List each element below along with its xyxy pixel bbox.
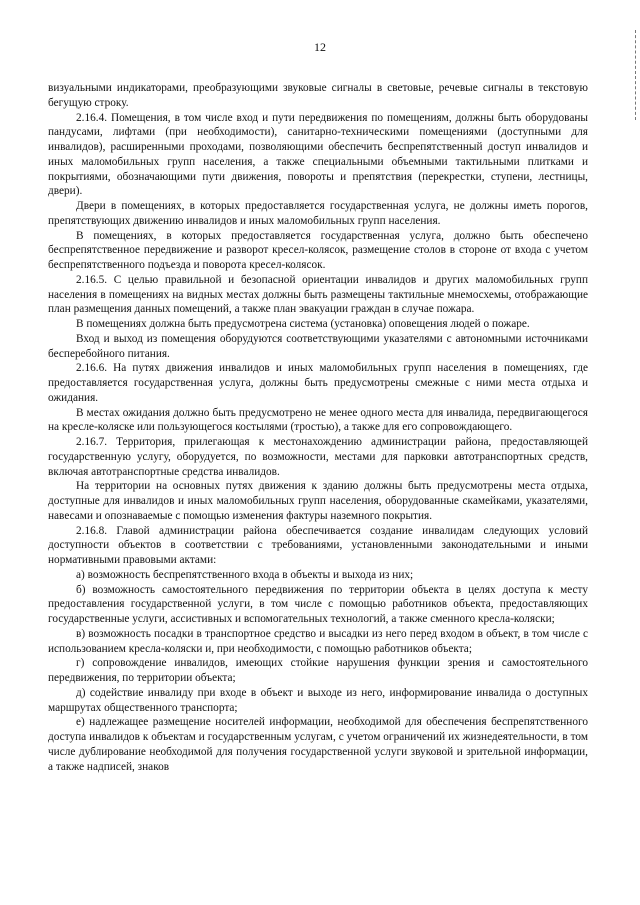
page-number: 12 [314,40,326,54]
paragraph-2-16-5: 2.16.5. С целью правильной и безопасной ориентации инвалидов и других маломобильных групп населения в помещениях на видных местах должны быть размещены тактильные мнемосхемы, отображающие план размещения данных помещений, а также план эвакуации граждан в случае пожара. [48,273,588,316]
body-text [48,81,588,774]
paragraph-doors: Двери в помещениях, в которых предоставляется государственная услуга, не должны иметь порогов, препятствующих движению инвалидов и иных маломобильных групп населения. [48,200,588,227]
list-item-g: г) сопровождение инвалидов, имеющих стойкие нарушения функции зрения и самостоятельного передвижения, по территории объекта; [48,657,588,684]
paragraph-2-16-4: 2.16.4. Помещения, в том числе вход и пути передвижения по помещениям, должны быть оборудованы пандусами, лифтами (при необходимости), санитарно-техническими помещениями (доступными для инвалидов), расширенными проходами, позволяющими обеспечить беспрепятственный доступ инвалидов и иных маломобильных групп населения, а также специальными объемными тактильными плитками и покрытиями, обозначающими пути движения, повороты и препятствия (перекрестки, ступени, лестницы, двери). [48,111,588,198]
paragraph-continuation: визуальными индикаторами, преобразующими звуковые сигналы в световые, речевые сигналы в текстовую бегущую строку. [48,82,588,109]
paragraph-wheelchair-movement: В помещениях, в которых предоставляется государственная услуга, должно быть обеспечено беспрепятственное передвижение и разворот кресел-колясок, размещение столов в стороне от входа с учетом беспрепятственного подъезда и поворота кресел-колясок. [48,229,588,271]
paragraph-2-16-6: 2.16.6. На путях движения инвалидов и иных маломобильных групп населения в помещениях, где предоставляется государственная услуга, должны быть предусмотрены смежные с ними места отдыха и ожидания. [48,362,588,404]
paragraph-2-16-7: 2.16.7. Территория, прилегающая к местонахождению администрации района, предоставляющей государственную услугу, оборудуется, по возможности, местами для парковки автотранспортных средств, включая автотранспортные средства инвалидов. [48,436,588,478]
paragraph-entrance-signs: Вход и выход из помещения оборудуются соответствующими указателями с автономными источниками бесперебойного питания. [48,332,588,360]
paragraph-2-16-8: 2.16.8. Главой администрации района обеспечивается создание инвалидам следующих условий доступности объектов в соответствии с требованиями, установленными законодательными и иными нормативными правовыми актами: [48,524,588,566]
scan-edge-mark [633,30,636,120]
list-item-b: б) возможность самостоятельного передвижения по территории объекта в целях доступа к месту предоставления государственной услуги, в том числе с помощью работников объекта, предоставляющих государственные услуги, ассистивных и вспомогательных технологий, а также сменного кресла-коляски; [48,583,588,625]
paragraph-rest-places: На территории на основных путях движения к зданию должны быть предусмотрены места отдыха, доступные для инвалидов и иных маломобильных групп населения, оборудованные скамейками, указателями, навесами и опознаваемые с помощью изменения фактуры наземного покрытия. [48,480,588,522]
list-item-a: а) возможность беспрепятственного входа в объекты и выхода из них; [76,568,414,581]
list-item-e: е) надлежащее размещение носителей информации, необходимой для обеспечения беспрепятственного доступа инвалидов к объектам и государственным услугам, с учетом ограничений их жизнедеятельности, в том числе дублирование необходимой для получения государственной услуги звуковой и зрительной информации, а также надписей, знаков [48,716,588,773]
paragraph-fire-alarm: В помещениях должна быть предусмотрена система (установка) оповещения людей о пожаре. [76,318,530,330]
list-item-d: д) содействие инвалиду при входе в объект и выходе из него, информирование инвалида о доступных маршрутах общественного транспорта; [48,686,588,714]
paragraph-waiting-places: В местах ожидания должно быть предусмотрено не менее одного места для инвалида, передвигающегося на кресле-коляске или пользующегося костылями (тростью), а также для его сопровождающего. [48,406,588,434]
list-item-v: в) возможность посадки в транспортное средство и высадки из него перед входом в объект, в том числе с использованием кресла-коляски и, при необходимости, с помощью работников объекта; [48,627,588,655]
